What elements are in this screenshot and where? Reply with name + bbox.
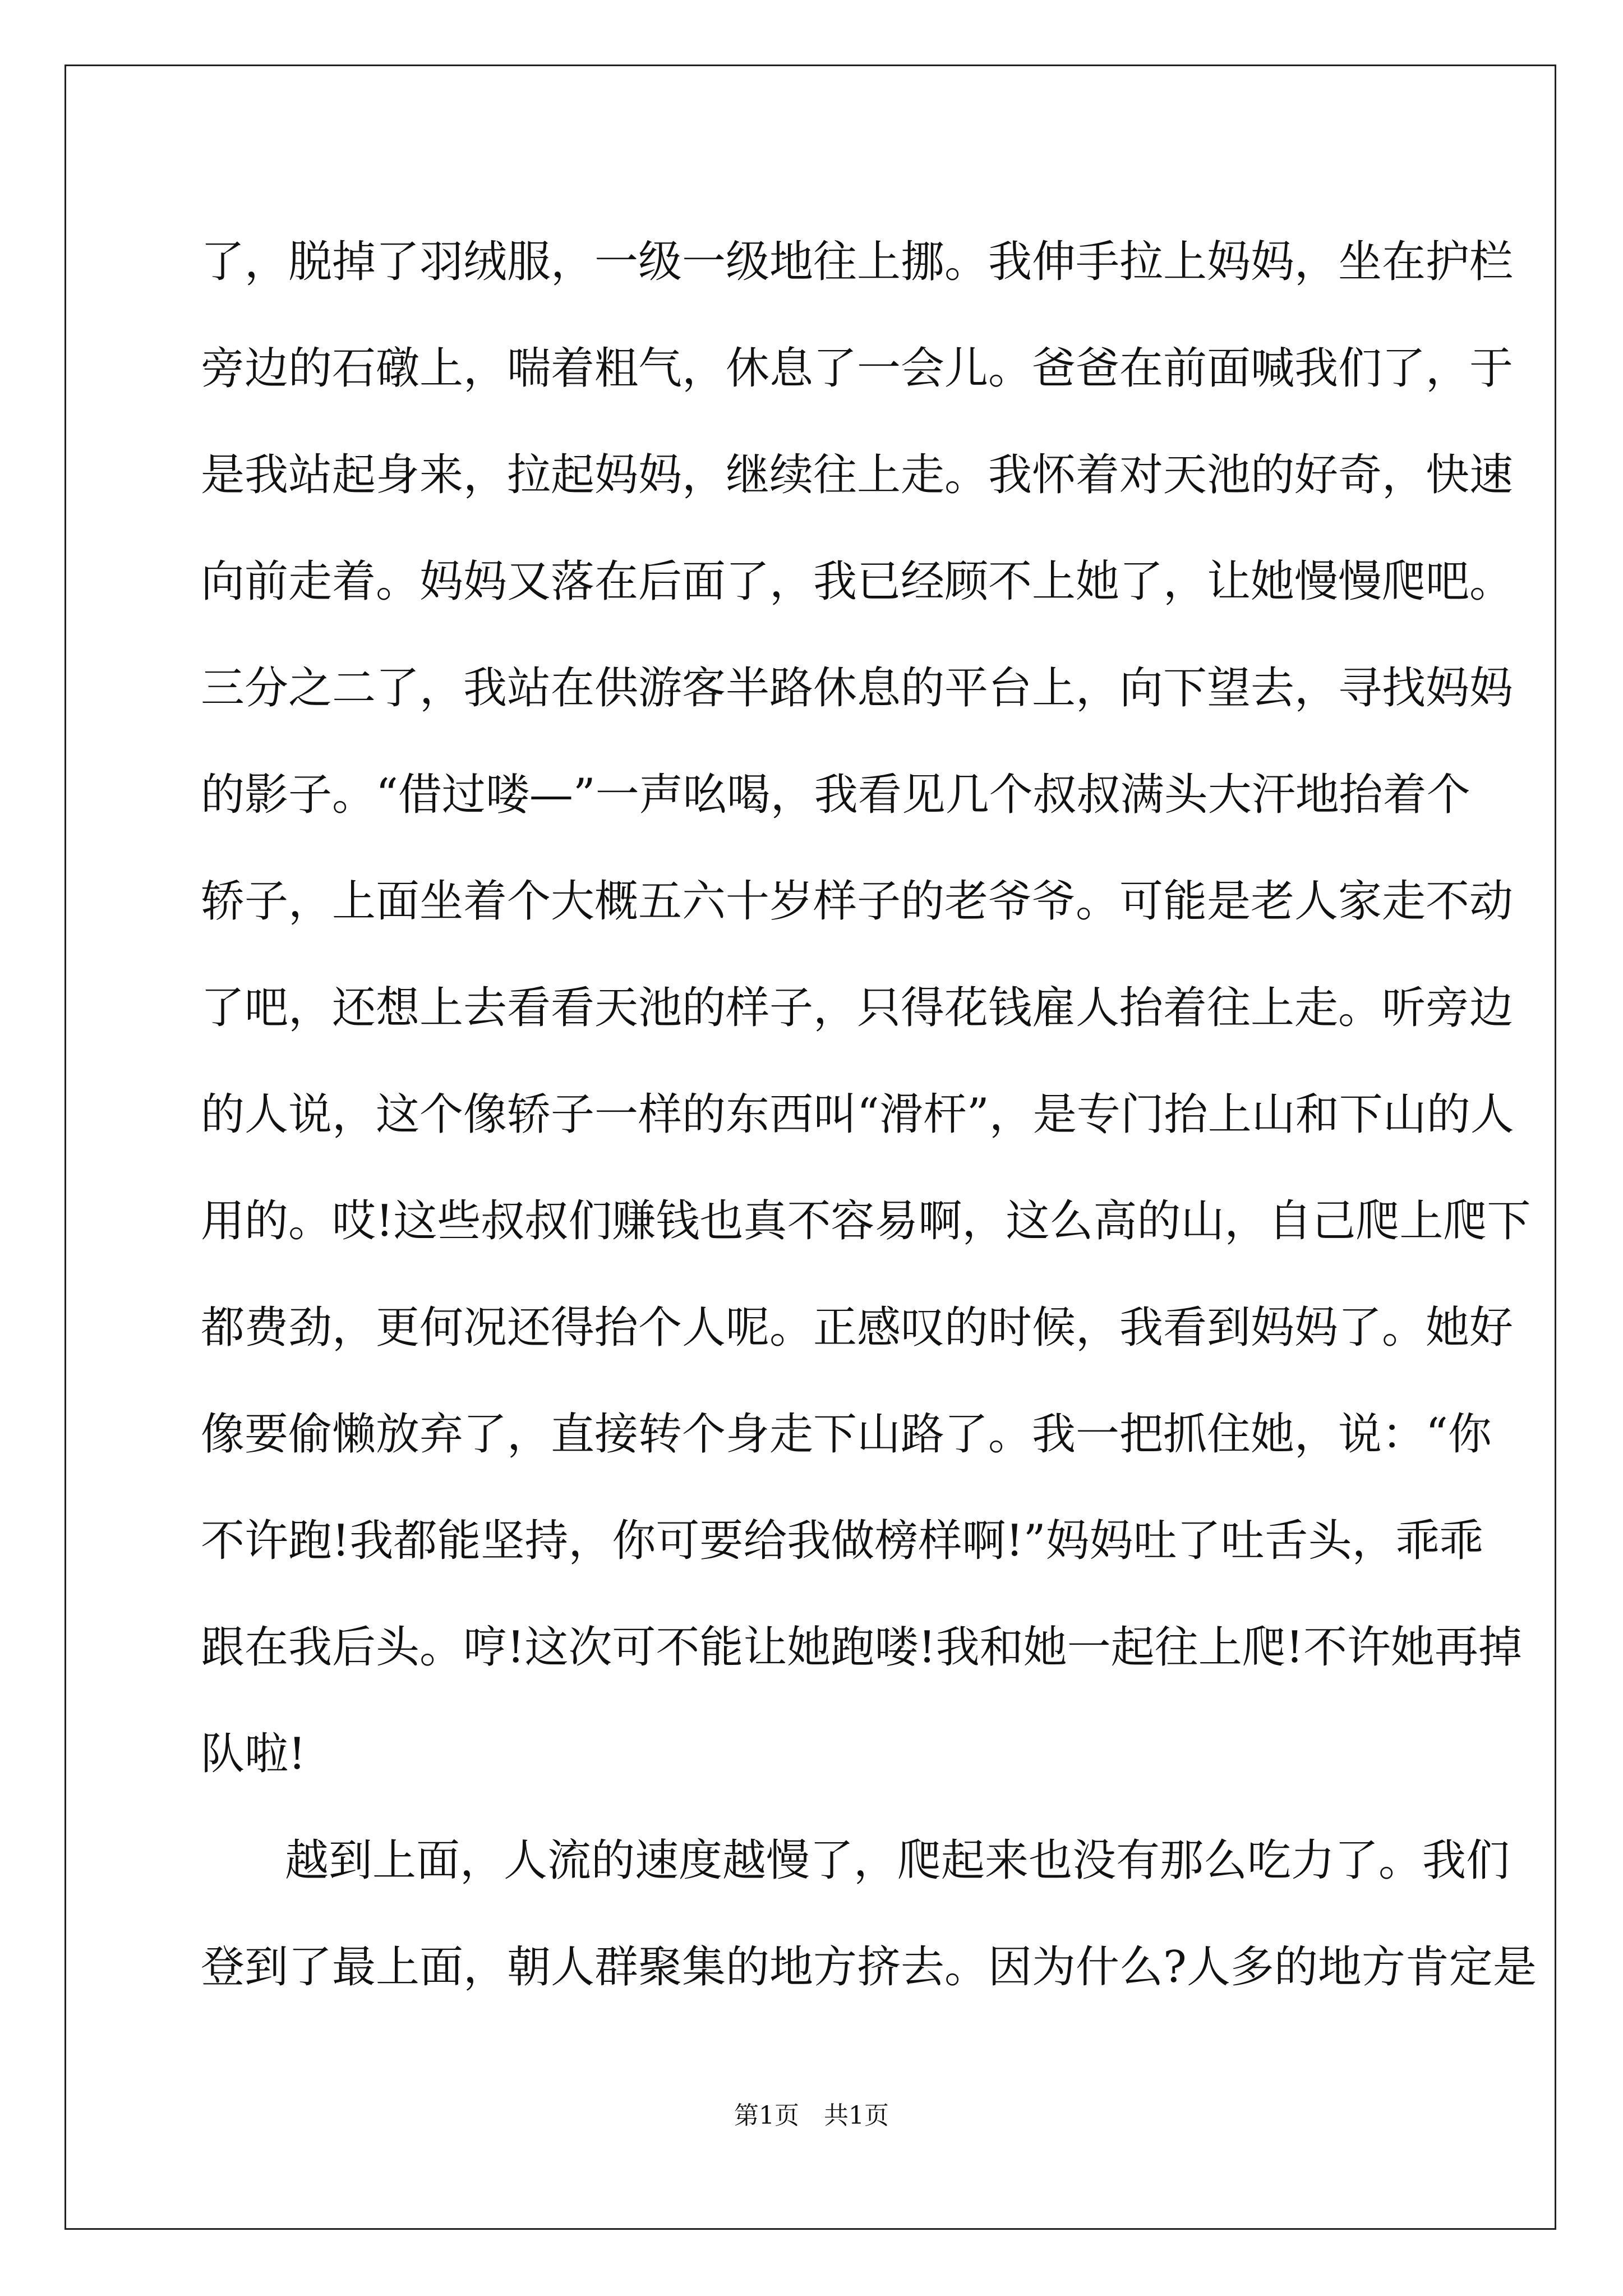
paragraph-first-line: 越到上面，人流的速度越慢了，爬起来也没有那么吃力了。我们 (285, 1835, 1510, 1886)
text-line: 都费劲，更何况还得抬个人呢。正感叹的时候，我看到妈妈了。她好 (201, 1303, 1514, 1353)
page-number: 第1页 共1页 (734, 2101, 889, 2130)
text-line: 旁边的石礅上，喘着粗气，休息了一会儿。爸爸在前面喊我们了，于 (201, 343, 1514, 394)
text-line: 是我站起身来，拉起妈妈，继续往上走。我怀着对天池的好奇，快速 (201, 450, 1514, 500)
text-line: 了吧，还想上去看看天池的样子，只得花钱雇人抬着往上走。听旁边 (201, 983, 1514, 1033)
text-line: 登到了最上面，朝人群聚集的地方挤去。因为什么?人多的地方肯定是 (201, 1942, 1537, 1993)
text-line: 用的。哎!这些叔叔们赚钱也真不容易啊，这么高的山，自己爬上爬下 (201, 1196, 1531, 1246)
document-body (201, 209, 1537, 2021)
text-line: 向前走着。妈妈又落在后面了，我已经顾不上她了，让她慢慢爬吧。 (201, 556, 1514, 607)
text-line: 不许跑!我都能坚持，你可要给我做榜样啊!”妈妈吐了吐舌头，乖乖 (201, 1516, 1483, 1566)
text-line: 跟在我后头。哼!这次可不能让她跑喽!我和她一起往上爬!不许她再掉 (201, 1622, 1523, 1673)
text-line: 轿子，上面坐着个大概五六十岁样子的老爷爷。可能是老人家走不动 (201, 876, 1514, 927)
text-line: 像要偷懒放弃了，直接转个身走下山路了。我一把抓住她，说：“你 (201, 1409, 1492, 1460)
text-line: 队啦! (201, 1729, 306, 1779)
text-line: 三分之二了，我站在供游客半路休息的平台上，向下望去，寻找妈妈 (201, 663, 1514, 714)
text-line: 的人说，这个像轿子一样的东西叫“滑杆”，是专门抬上山和下山的人 (201, 1089, 1514, 1140)
text-line: 了，脱掉了羽绒服，一级一级地往上挪。我伸手拉上妈妈，坐在护栏 (201, 237, 1514, 287)
text-line: 的影子。“借过喽—”一声吆喝，我看见几个叔叔满头大汗地抬着个 (201, 770, 1470, 820)
